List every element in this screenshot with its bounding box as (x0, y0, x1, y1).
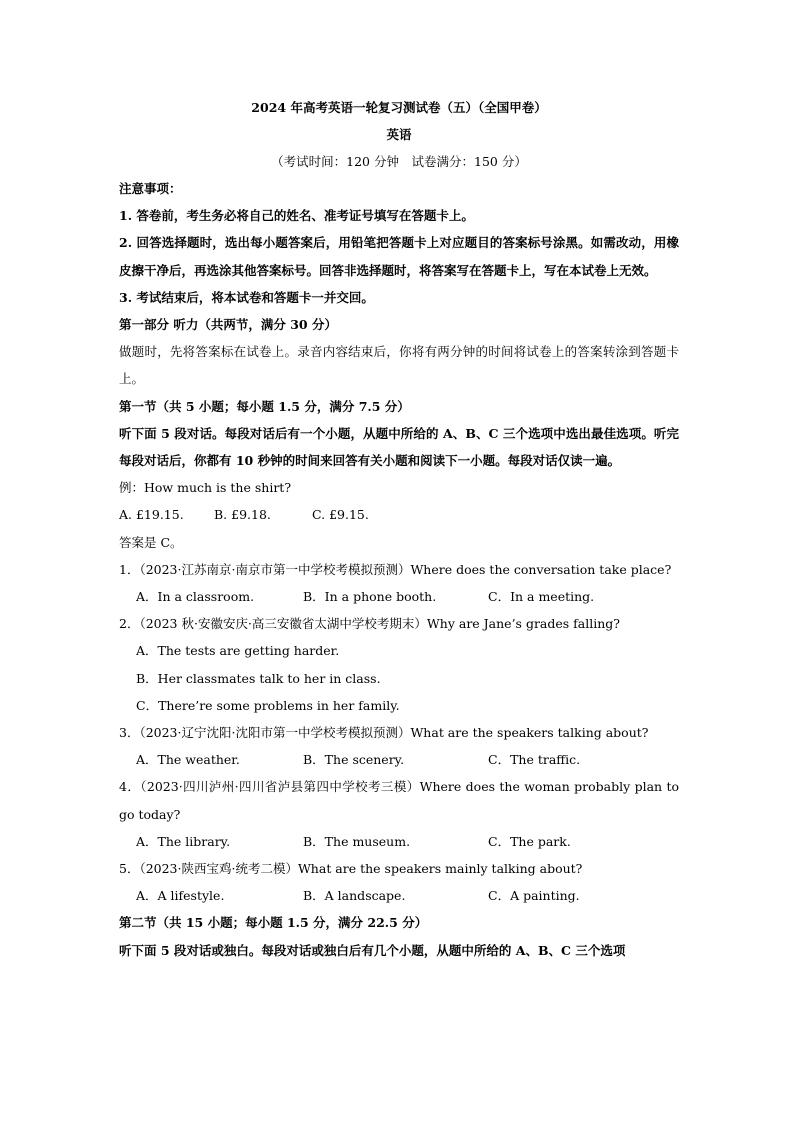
question-4-option-c: C．The park. (488, 833, 571, 849)
note-item-2: 2. 回答选择题时，选出每小题答案后，用铅笔把答题卡上对应题目的答案标号涂黑。如需改动，用橡皮擦干净后，再选涂其他答案标号。回答非选择题时，将答案写在答题卡上，写在本试卷上无效。 (119, 235, 679, 278)
example-option-b: B. £9.18. (214, 507, 271, 523)
section2-instructions: 听下面 5 段对话或独白。每段对话或独白后有几个小题，从题中所给的 A、B、C 三个选项 (119, 942, 626, 958)
exam-page (119, 94, 679, 964)
question-4-options (119, 828, 679, 855)
question-3-stem: 3．（2023·辽宁沈阳·沈阳市第一中学校考模拟预测）What are the speakers talking about? (119, 725, 649, 741)
question-5-option-a: A．A lifestyle. (136, 888, 225, 904)
section1-heading: 第一节（共 5 小题；每小题 1.5 分，满分 7.5 分） (119, 398, 410, 414)
section1-instructions: 听下面 5 段对话。每段对话后有一个小题，从题中所给的 A、B、C 三个选项中选出最佳选项。听完每段对话后，你都有 10 秒钟的时间来回答有关小题和阅读下一小题。每段对话仅读一遍。 (119, 425, 679, 469)
note-item-3: 3. 考试结束后，将本试卷和答题卡一并交回。 (119, 289, 374, 305)
question-1-option-a: A．In a classroom. (136, 589, 255, 605)
question-5-option-b: B．A landscape. (303, 888, 406, 904)
question-2-stem: 2．（2023 秋·安徽安庆·高三安徽省太湖中学校考期末）Why are Jane’s grades falling? (119, 616, 620, 632)
part1-heading: 第一部分 听力（共两节，满分 30 分） (119, 317, 337, 333)
exam-subject: 英语 (386, 127, 412, 142)
section2-heading: 第二节（共 15 小题；每小题 1.5 分，满分 22.5 分） (119, 915, 428, 931)
example-answer: 答案是 C。 (119, 534, 183, 550)
question-3-option-b: B．The scenery. (303, 752, 405, 768)
example-question: 例：How much is the shirt? (119, 480, 292, 496)
question-3-option-a: A．The weather. (136, 752, 240, 768)
question-4-option-b: B．The museum. (303, 833, 411, 849)
question-5-stem: 5．（2023·陕西宝鸡·统考二模）What are the speakers mainly talking about? (119, 861, 583, 877)
example-options (119, 501, 679, 528)
question-2-option-a: A．The tests are getting harder. (136, 643, 340, 659)
example-option-a: A. £19.15. (119, 507, 184, 523)
question-5-option-c: C．A painting. (488, 888, 580, 904)
notes-heading: 注意事项： (119, 181, 182, 196)
question-1-stem: 1．（2023·江苏南京·南京市第一中学校考模拟预测）Where does the conversation take place? (119, 561, 672, 577)
question-1-option-c: C．In a meeting. (488, 589, 595, 605)
question-1-option-b: B．In a phone booth. (303, 589, 437, 605)
part1-intro: 做题时，先将答案标在试卷上。录音内容结束后，你将有两分钟的时间将试卷上的答案转涂到答题卡上。 (119, 344, 679, 387)
question-4-stem: 4．（2023·四川泸州·四川省泸县第四中学校考三模）Where does the woman probably plan to go today? (119, 779, 679, 822)
question-2-option-b: B．Her classmates talk to her in class. (136, 670, 381, 686)
question-2-option-c: C．There’re some problems in her family. (136, 697, 400, 713)
question-3-options (119, 746, 679, 773)
question-4-option-a: A．The library. (136, 833, 231, 849)
question-5-options (119, 882, 679, 909)
question-3-option-c: C．The traffic. (488, 752, 581, 768)
exam-info: （考试时间：120 分钟 试卷满分：150 分） (271, 154, 527, 169)
note-item-1: 1. 答卷前，考生务必将自己的姓名、准考证号填写在答题卡上。 (119, 208, 474, 224)
question-1-options (119, 583, 679, 610)
exam-title: 2024 年高考英语一轮复习测试卷（五）（全国甲卷） (251, 100, 547, 115)
example-option-c: C. £9.15. (312, 507, 369, 523)
